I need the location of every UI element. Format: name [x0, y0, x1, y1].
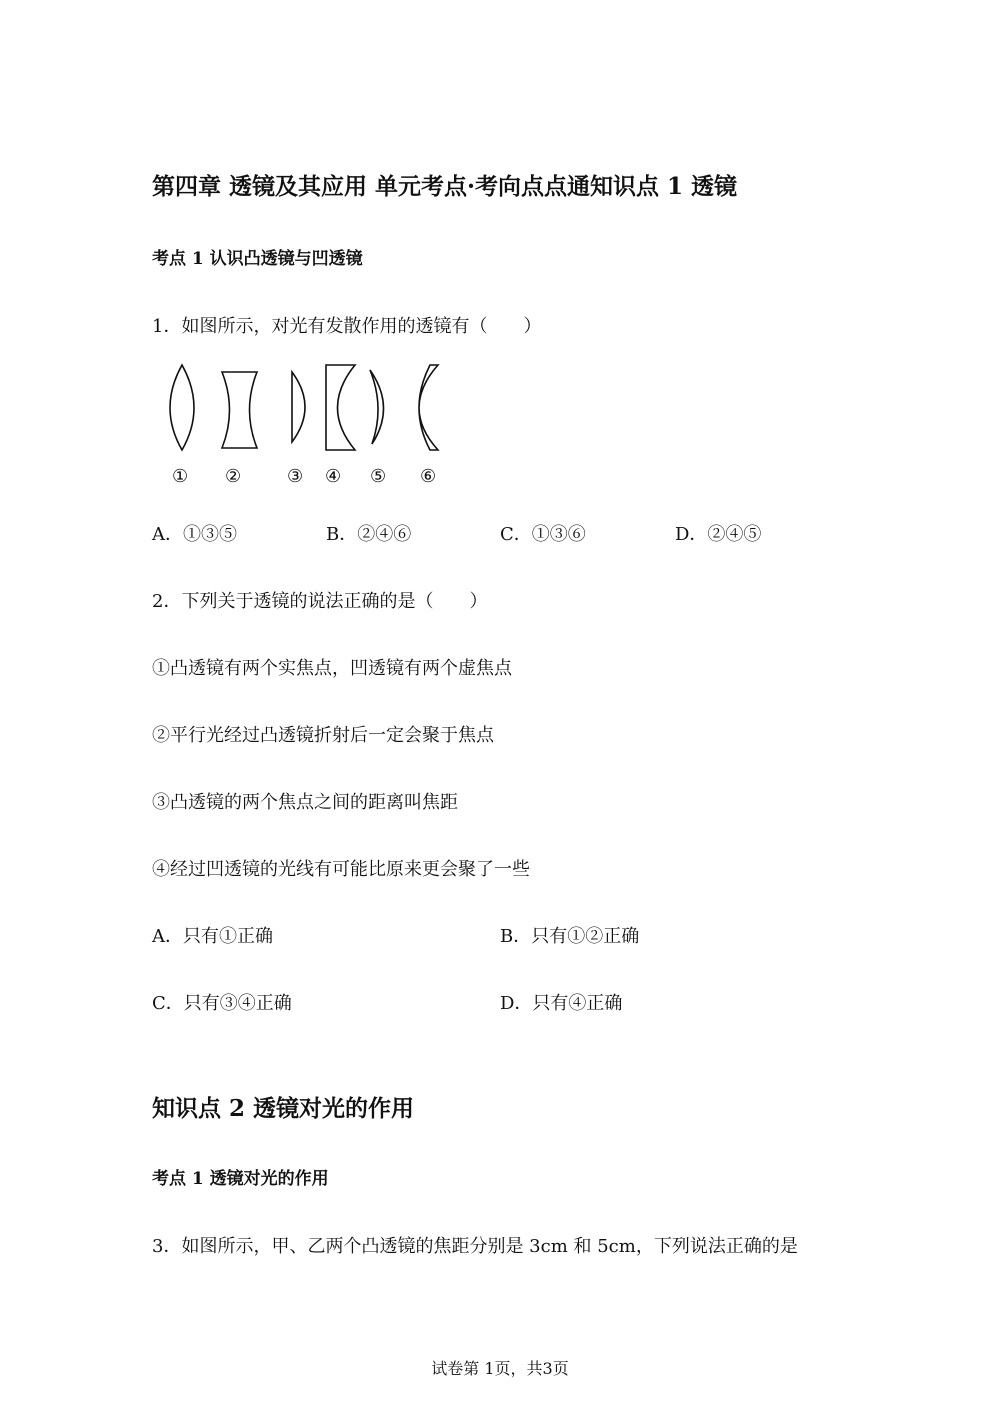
- page-footer: 试卷第 1页，共3页: [431, 1359, 569, 1378]
- lens-label-4: ④: [325, 466, 342, 487]
- lens-4-plano-concave: [326, 365, 355, 450]
- lens-label-6: ⑥: [420, 466, 437, 487]
- question-2-statement-2: ②平行光经过凸透镜折射后一定会聚于焦点: [152, 725, 494, 746]
- question-1-option-b: B．②④⑥: [326, 524, 412, 545]
- lens-5-meniscus-convex: [370, 370, 384, 444]
- question-2-option-a: A．只有①正确: [152, 926, 273, 947]
- question-2-option-c: C．只有③④正确: [152, 993, 292, 1014]
- lens-label-3: ③: [287, 466, 304, 487]
- question-1-stem: 1．如图所示，对光有发散作用的透镜有（ ）: [152, 316, 542, 337]
- lens-1-biconvex: [170, 365, 194, 450]
- lens-label-1: ①: [172, 466, 189, 487]
- lens-label-5: ⑤: [370, 466, 387, 487]
- lens-label-2: ②: [225, 466, 242, 487]
- question-2-option-b: B．只有①②正确: [500, 926, 640, 947]
- question-2-stem: 2．下列关于透镜的说法正确的是（ ）: [152, 591, 488, 612]
- question-2-statement-1: ①凸透镜有两个实焦点，凹透镜有两个虚焦点: [152, 658, 512, 679]
- question-1-option-a: A．①③⑤: [152, 524, 237, 545]
- section-heading-1: 考点 1 认识凸透镜与凹透镜: [152, 249, 363, 269]
- lens-2-biconcave: [222, 372, 257, 448]
- question-2-statement-3: ③凸透镜的两个焦点之间的距离叫焦距: [152, 792, 458, 813]
- section-heading-2: 考点 1 透镜对光的作用: [152, 1169, 329, 1189]
- lens-diagram: [160, 360, 460, 455]
- lens-3-plano-convex: [292, 372, 305, 442]
- page-title: 第四章 透镜及其应用 单元考点·考向点点通知识点 1 透镜: [152, 173, 738, 200]
- question-1-option-d: D．②④⑤: [675, 524, 762, 545]
- lens-6-meniscus-concave: [419, 365, 438, 450]
- question-2-option-d: D．只有④正确: [500, 993, 623, 1014]
- section-title-2: 知识点 2 透镜对光的作用: [152, 1095, 415, 1122]
- question-2-statement-4: ④经过凹透镜的光线有可能比原来更会聚了一些: [152, 859, 530, 880]
- question-1-option-c: C．①③⑥: [500, 524, 586, 545]
- question-3-stem: 3．如图所示，甲、乙两个凸透镜的焦距分别是 3cm 和 5cm，下列说法正确的是: [152, 1236, 798, 1257]
